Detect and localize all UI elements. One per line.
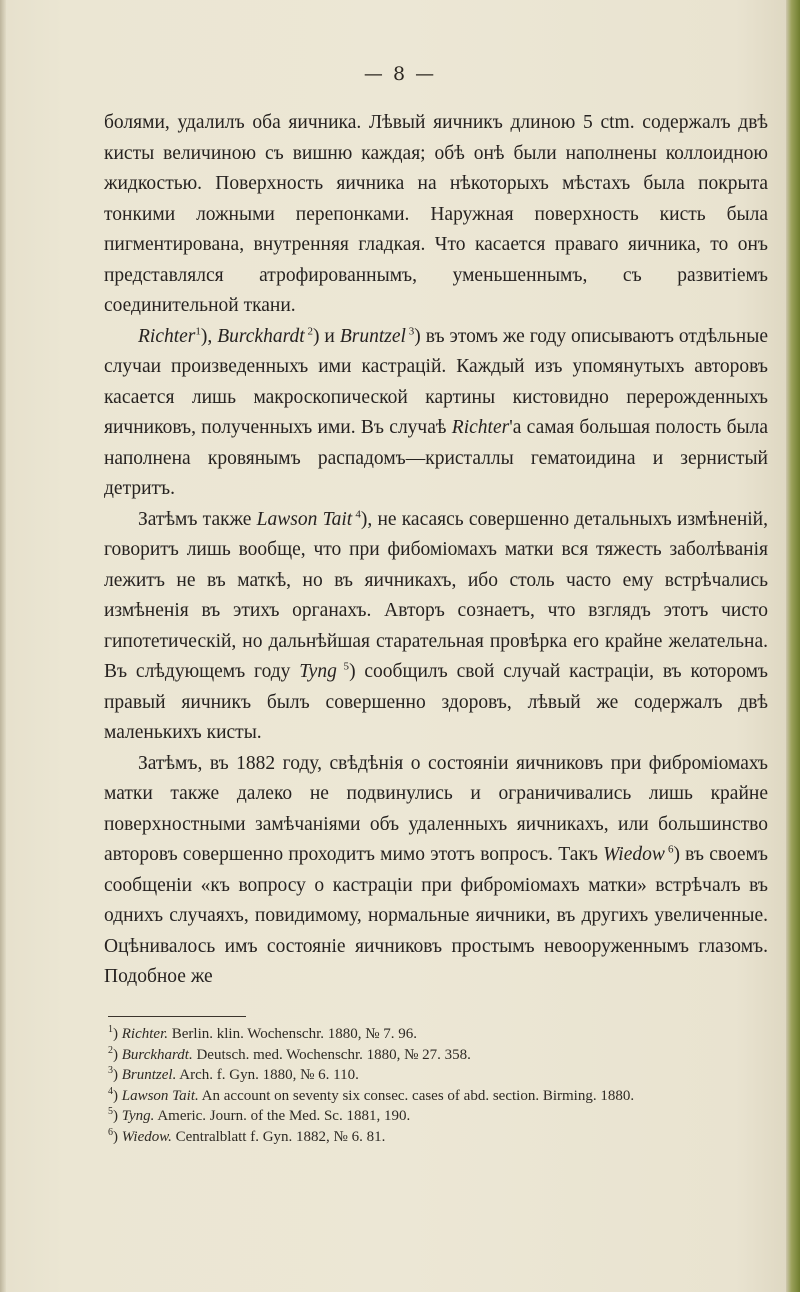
footnote-paren: )	[113, 1108, 122, 1124]
author-name: Lawson Tait	[256, 508, 353, 530]
footnote-ref: 6	[664, 843, 674, 856]
footnote-author: Bruntzel.	[121, 1067, 177, 1083]
footnote-item	[108, 1065, 768, 1086]
footnote-citation: Deutsch. med. Wochenschr. 1880, № 27. 358.	[192, 1046, 471, 1063]
footnote-citation: Centralblatt f. Gyn. 1882, № 6. 81.	[171, 1128, 386, 1145]
footnote-mark: 5	[108, 1106, 113, 1117]
text-run: болями, удалилъ оба яичника. Лѣвый яичникъ длиною 5 ctm. содержалъ двѣ кисты величиною съ вишню каждая; обѣ онѣ были наполнены коллоидною жидкостью. Поверхность яичника на нѣкоторыхъ мѣстахъ была покрыта тонкими ложными перепонками. Наружная поверхность кисть была пигментирована, внутренняя гладкая. Что касается праваго яичника, то онъ представлялся атрофированнымъ, уменьшеннымъ, съ развитіемъ соединительной ткани.	[104, 112, 768, 316]
footnote-mark: 4	[108, 1085, 113, 1097]
footnote-ref: 2	[304, 325, 313, 337]
footnote-ref: 5	[336, 660, 350, 673]
footnote-citation: Berlin. klin. Wochenschr. 1880, № 7. 96.	[168, 1026, 418, 1042]
text-run: ) и	[312, 325, 340, 347]
text-run: 'а самая большая полость была наполнена кровянымъ распадомъ—кристаллы гематоидина и зернистый детритъ.	[104, 417, 768, 499]
footnote-ref: 4	[352, 508, 361, 520]
footnote-paren: )	[113, 1087, 122, 1104]
footnote-item	[108, 1045, 768, 1066]
footnote-item	[108, 1024, 768, 1045]
footnote-author: Wiedow.	[121, 1128, 172, 1145]
text-run: Затѣмъ, въ 1882 году, свѣдѣнія о состояніи яичниковъ при фиброміомахъ матки также далеко не подвинулись и ограничивались лишь крайне поверхностными замѣчаніями объ удаленныхъ яичникахъ, или большинство авторовъ совершенно проходитъ мимо этотъ вопросъ. Такъ	[104, 752, 768, 865]
author-name: Wiedow	[603, 844, 665, 865]
text-run: ) въ этомъ же году описываютъ отдѣльные случаи произведенныхъ ими кастрацій. Каждый изъ упомянутыхъ авторовъ касается лишь макроскопической картины кистовидно перерожденныхъ яичниковъ, полученныхъ ими. Въ случаѣ	[104, 325, 769, 438]
footnote-item	[108, 1127, 768, 1148]
text-run: ), не касаясь совершенно детальныхъ измѣненій, говоритъ лишь вообще, что при фибоміомахъ матки вся тяжесть заболѣванія лежитъ не въ маткѣ, но въ яичникахъ, ибо столь часто ему встрѣчались измѣненія въ этихъ органахъ. Авторъ сознаетъ, что взглядъ этотъ чисто гипотетическій, но дальнѣйшая старательная провѣрка его крайне желательна. Въ слѣдующемъ году	[104, 508, 768, 682]
footnote-mark: 3	[108, 1065, 113, 1076]
page-edge-binding	[786, 0, 800, 1292]
footnote-paren: )	[113, 1046, 122, 1063]
footnote-author: Lawson Tait.	[121, 1087, 199, 1104]
footnote-ref: 1	[195, 325, 201, 337]
text-run: ),	[200, 325, 218, 347]
footnote-ref: 3	[405, 325, 415, 337]
footnote-mark: 6	[108, 1126, 113, 1138]
paragraph-p3	[104, 505, 768, 749]
page-number: — 8 —	[363, 63, 437, 85]
footnote-mark: 2	[108, 1044, 113, 1056]
footnote-author: Burckhardt.	[121, 1046, 193, 1063]
footnotes	[108, 1024, 768, 1147]
author-name: Tyng	[299, 661, 337, 682]
footnote-separator	[108, 1016, 246, 1017]
paragraph-p4	[104, 749, 768, 993]
footnote-author: Tyng.	[121, 1108, 155, 1124]
footnote-author: Richter.	[121, 1026, 168, 1042]
body-text	[104, 108, 768, 993]
footnote-citation: Americ. Journ. of the Med. Sc. 1881, 190.	[154, 1108, 411, 1124]
footnote-paren: )	[113, 1128, 122, 1145]
author-name: Bruntzel	[339, 325, 406, 347]
footnote-item	[108, 1106, 768, 1127]
text-run: ) въ своемъ сообщеніи «къ вопросу о кастраціи при фиброміомахъ матки» встрѣчалъ въ однихъ случаяхъ, повидимому, нормальные яичники, въ другихъ увеличенные. Оцѣнивалось имъ состояніе яичниковъ простымъ невооруженнымъ глазомъ. Подобное же	[104, 844, 768, 987]
author-name: Richter	[451, 417, 510, 438]
text-run: ) сообщилъ свой случай кастраціи, въ которомъ правый яичникъ былъ совершенно здоровъ, лѣвый же содержалъ двѣ маленькихъ кисты.	[104, 661, 769, 743]
paragraph-p1	[104, 108, 768, 322]
footnote-mark: 1	[108, 1024, 113, 1035]
footnote-paren: )	[113, 1026, 122, 1042]
footnote-paren: )	[113, 1067, 122, 1083]
paragraph-p2	[104, 322, 768, 505]
page-gutter-shadow	[0, 0, 6, 1292]
text-run: Затѣмъ также	[138, 508, 257, 530]
footnote-citation: Arch. f. Gyn. 1880, № 6. 110.	[176, 1067, 359, 1083]
author-name: Richter	[138, 325, 196, 347]
author-name: Burckhardt	[217, 325, 305, 347]
footnote-citation: An account on seventy six consec. cases of abd. section. Birming. 1880.	[198, 1087, 635, 1104]
footnote-item	[108, 1086, 768, 1107]
